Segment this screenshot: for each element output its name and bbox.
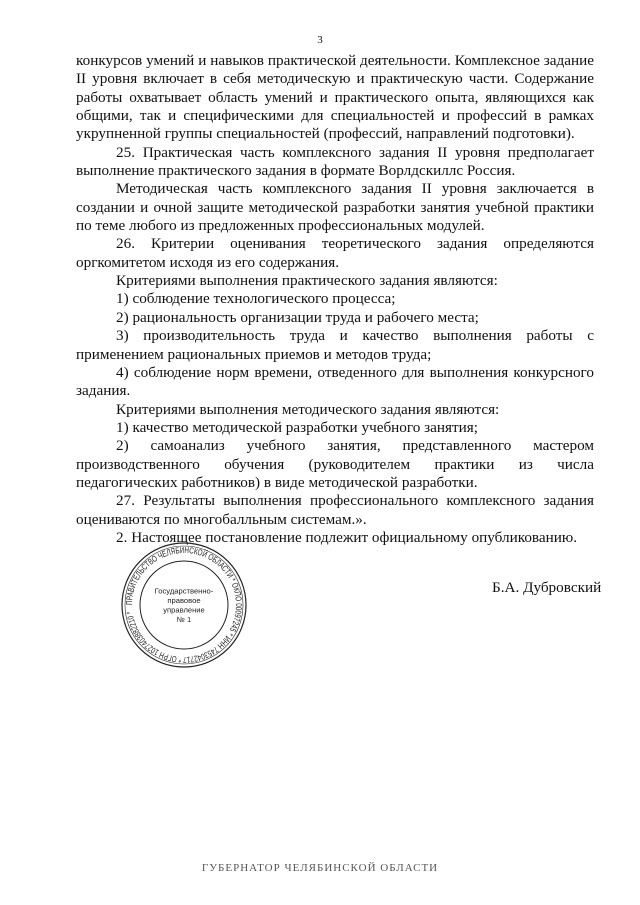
stamp-center-line: № 1 (176, 614, 192, 624)
paragraph: Критериями выполнения методического задания являются: (116, 400, 500, 418)
paragraph: конкурсов умений и навыков практической деятельности. Комплексное задание II уровня включает в себя методическую и практическую части. Содержание работы охватывает область умений и практического опыта, являющихся как общими, так и специфическими для специальностей и профессий в рамках укрупненной группы специальностей (профессий, направлений подготовки). (76, 52, 594, 143)
paragraph: 4) соблюдение норм времени, отведенного для выполнения конкурсного задания. (76, 363, 594, 400)
paragraph: 1) качество методической разработки учебного занятия; (116, 418, 478, 436)
stamp-ring-text: ПРАВИТЕЛЬСТВО ЧЕЛЯБИНСКОЙ ОБЛАСТИ * ОКПО 00097245 * ИНН 7453042717 * ОГРН 1027403882210 * (123, 544, 245, 666)
stamp-center-line: правовое (167, 595, 201, 605)
page-number: 3 (317, 34, 323, 46)
signature-name: Б.А. Дубровский (492, 579, 602, 596)
footer-title: ГУБЕРНАТОР ЧЕЛЯБИНСКОЙ ОБЛАСТИ (201, 862, 439, 874)
stamp-center-line: управление (163, 605, 205, 615)
paragraph: 27. Результаты выполнения профессионального комплексного задания оцениваются по многобалльным системам.». (76, 492, 594, 528)
stamp-center-text (155, 586, 214, 624)
paragraph: 3) производительность труда и качество выполнения работы с применением рациональных приемов и методов труда; (76, 327, 594, 363)
paragraph: 1) соблюдение технологического процесса; (116, 290, 396, 308)
paragraph: Критериями выполнения практического задания являются: (116, 272, 498, 290)
paragraph: 2) рациональность организации труда и рабочего места; (116, 308, 479, 326)
stamp-center-line: Государственно- (154, 586, 214, 596)
paragraph: Методическая часть комплексного задания II уровня заключается в создании и очной защите методической разработки занятия учебной практики по теме любого из предложенных профессиональных модулей. (76, 180, 594, 235)
paragraph: 26. Критерии оценивания теоретического задания определяются оргкомитетом исходя из его содержания. (76, 235, 594, 271)
paragraph: 2) самоанализ учебного занятия, представленного мастером производственного обучения (руководителем практики из числа педагогических работников) в виде методической разработки. (76, 437, 594, 491)
paragraph: 2. Настоящее постановление подлежит официальному опубликованию. (116, 528, 578, 546)
official-stamp (120, 541, 248, 669)
document-body (76, 52, 594, 547)
paragraph: 25. Практическая часть комплексного задания II уровня предполагает выполнение практического задания в формате Ворлдскиллс Россия. (76, 143, 594, 180)
